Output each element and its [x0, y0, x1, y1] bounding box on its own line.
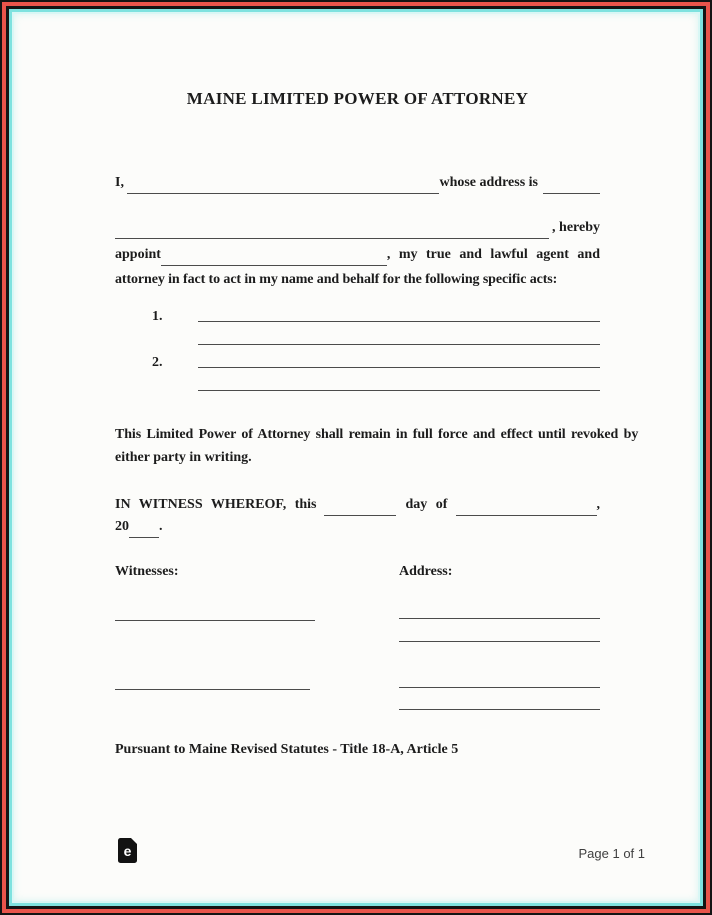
- address-blank-short: [543, 180, 600, 194]
- month-blank: [456, 502, 596, 516]
- year-prefix-label: 20: [115, 519, 129, 534]
- act-1-blank-line-1: [198, 299, 600, 322]
- principal-line: [115, 170, 600, 194]
- whose-address-label: whose address is: [439, 175, 538, 190]
- teal-glow-frame: [12, 12, 700, 903]
- witnesses-label: Witnesses:: [115, 564, 179, 579]
- witness-1-signature-line: [115, 620, 315, 621]
- act-item-2: [115, 345, 600, 391]
- period-label: .: [159, 519, 163, 534]
- document-page: [14, 14, 698, 901]
- witness-clause: [115, 492, 600, 538]
- witness-2-signature-line: [115, 689, 310, 690]
- act-2-lines: [198, 345, 600, 391]
- act-item-1: [115, 299, 600, 345]
- act-1-lines: [198, 299, 600, 345]
- year-blank: [129, 524, 159, 538]
- principal-name-blank: [127, 180, 440, 194]
- witnesses-column: [115, 563, 315, 710]
- agent-name-blank: [161, 252, 387, 266]
- teal-frame: [9, 9, 703, 906]
- act-1-blank-line-2: [198, 322, 600, 345]
- specific-acts-list: [115, 299, 600, 391]
- statute-reference-line: Pursuant to Maine Revised Statutes - Title 18-A, Article 5: [115, 742, 459, 757]
- duration-clause-line-2: either party in writing.: [115, 449, 252, 465]
- act-2-blank-line-1: [198, 345, 600, 368]
- appoint-label: appoint: [115, 247, 161, 262]
- act-2-number: 2.: [152, 355, 163, 370]
- inner-black-frame: [6, 6, 706, 909]
- address-blank-long: [115, 225, 549, 239]
- witness-clause-line-1: [115, 492, 600, 516]
- appoint-line: [115, 242, 600, 266]
- eforms-logo-icon: [118, 838, 137, 863]
- address-2-line-1: [399, 687, 600, 688]
- address-1-line-2: [399, 641, 600, 642]
- address-1-line-1: [399, 618, 600, 619]
- act-2-blank-line-2: [198, 368, 600, 391]
- address-continuation-line: [115, 215, 600, 239]
- duration-clause-line-1: This Limited Power of Attorney shall remain in full force and effect until revoked by: [115, 427, 639, 442]
- comma-label: ,: [596, 497, 600, 512]
- day-blank: [324, 502, 396, 516]
- in-witness-whereof-label: IN WITNESS WHEREOF, this: [115, 497, 317, 512]
- agent-clause-label: , my true and lawful agent and: [386, 247, 600, 262]
- intro-paragraph: [115, 170, 600, 293]
- document-title: MAINE LIMITED POWER OF ATTORNEY: [186, 89, 529, 108]
- act-1-number: 1.: [152, 309, 163, 324]
- hereby-label: , hereby: [552, 220, 600, 235]
- red-frame: [2, 2, 710, 913]
- address-column: [399, 563, 600, 710]
- address-2-line-2: [399, 709, 600, 710]
- signature-section: [115, 563, 600, 710]
- attorney-in-fact-line: attorney in fact to act in my name and behalf for the following specific acts:: [115, 272, 558, 287]
- day-of-label: day of: [405, 497, 448, 512]
- address-label: Address:: [399, 564, 453, 579]
- page-indicator: Page 1 of 1: [578, 846, 645, 861]
- eforms-logo-letter: e: [123, 843, 132, 859]
- document-content: [14, 14, 698, 759]
- duration-clause: [115, 424, 639, 469]
- principal-prefix: I,: [115, 175, 124, 190]
- witness-clause-line-2: [115, 516, 600, 538]
